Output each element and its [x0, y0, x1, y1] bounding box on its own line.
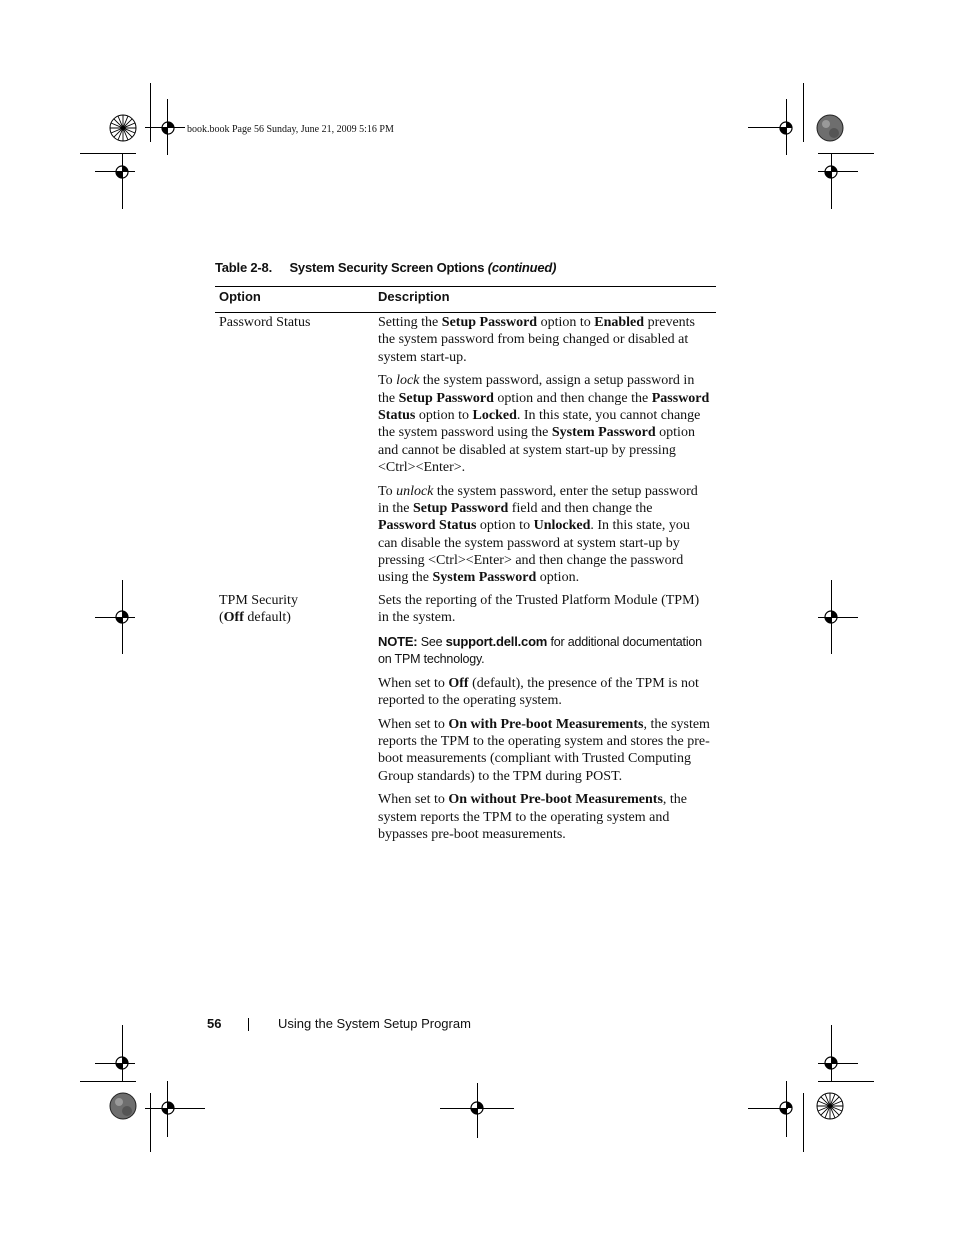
description-cell-tpm-security — [378, 592, 712, 850]
table-header-rule — [215, 312, 716, 313]
starburst-mark-icon — [108, 113, 138, 143]
table-caption-number: Table 2-8. — [215, 260, 273, 275]
table-caption-title: System Security Screen Options — [289, 260, 485, 275]
registration-target-icon — [468, 1099, 486, 1117]
registration-target-icon — [777, 1099, 795, 1117]
description-cell-password-status — [378, 314, 712, 593]
registration-target-icon — [822, 1054, 840, 1072]
option-label: TPM Security — [219, 593, 298, 608]
registration-target-icon — [113, 608, 131, 626]
footer-separator — [248, 1018, 249, 1031]
table-caption — [215, 260, 556, 275]
registration-target-icon — [113, 1054, 131, 1072]
column-header-option: Option — [219, 289, 261, 304]
starburst-mark-icon — [815, 1091, 845, 1121]
description-paragraph: When set to On without Pre-boot Measurements, the system reports the TPM to the operating system and bypasses pre-boot measurements. — [378, 792, 688, 842]
table-caption-continued: (continued) — [487, 260, 557, 275]
gray-dot-mark-icon — [815, 113, 845, 143]
description-paragraph: Setting the Setup Password option to Enabled prevents the system password from being changed or disabled at system start-up. — [378, 315, 695, 365]
description-paragraph: When set to On with Pre-boot Measurements, the system reports the TPM to the operating system and stores the pre-boot measurements (compliant with Trusted Computing Group standards) to the TPM during POST. — [378, 716, 710, 784]
registration-target-icon — [822, 608, 840, 626]
registration-target-icon — [159, 1099, 177, 1117]
description-paragraph: To unlock the system password, enter the setup password in the Setup Password field and then change the Password Status option to Unlocked. In this state, you can disable the system password at system start-up by pressing <Ctrl><Enter> and then change the password using the System Password option. — [378, 483, 698, 586]
option-cell-tpm-security — [219, 592, 369, 627]
registration-target-icon — [822, 163, 840, 181]
registration-target-icon — [113, 163, 131, 181]
gray-dot-mark-icon — [108, 1091, 138, 1121]
registration-target-icon — [159, 119, 177, 137]
description-paragraph: Sets the reporting of the Trusted Platform Module (TPM) in the system. — [378, 593, 700, 626]
option-cell-password-status: Password Status — [219, 315, 311, 330]
option-default: (Off default) — [219, 610, 291, 626]
description-paragraph: To lock the system password, assign a setup password in the Setup Password option and then change the Password Status option to Locked. In this state, you cannot change the system password using the System Password option and cannot be disabled at system start-up by pressing <Ctrl><Enter>. — [378, 373, 710, 475]
page-number: 56 — [207, 1016, 222, 1031]
column-header-description: Description — [378, 289, 450, 304]
running-head: book.book Page 56 Sunday, June 21, 2009 5:16 PM — [187, 124, 394, 135]
registration-target-icon — [777, 119, 795, 137]
table-top-rule — [215, 286, 716, 287]
description-paragraph: When set to Off (default), the presence of the TPM is not reported to the operating system. — [378, 675, 699, 708]
note-callout: NOTE: See support.dell.com for additional documentation on TPM technology. — [378, 634, 702, 667]
footer-section-title: Using the System Setup Program — [278, 1016, 471, 1031]
